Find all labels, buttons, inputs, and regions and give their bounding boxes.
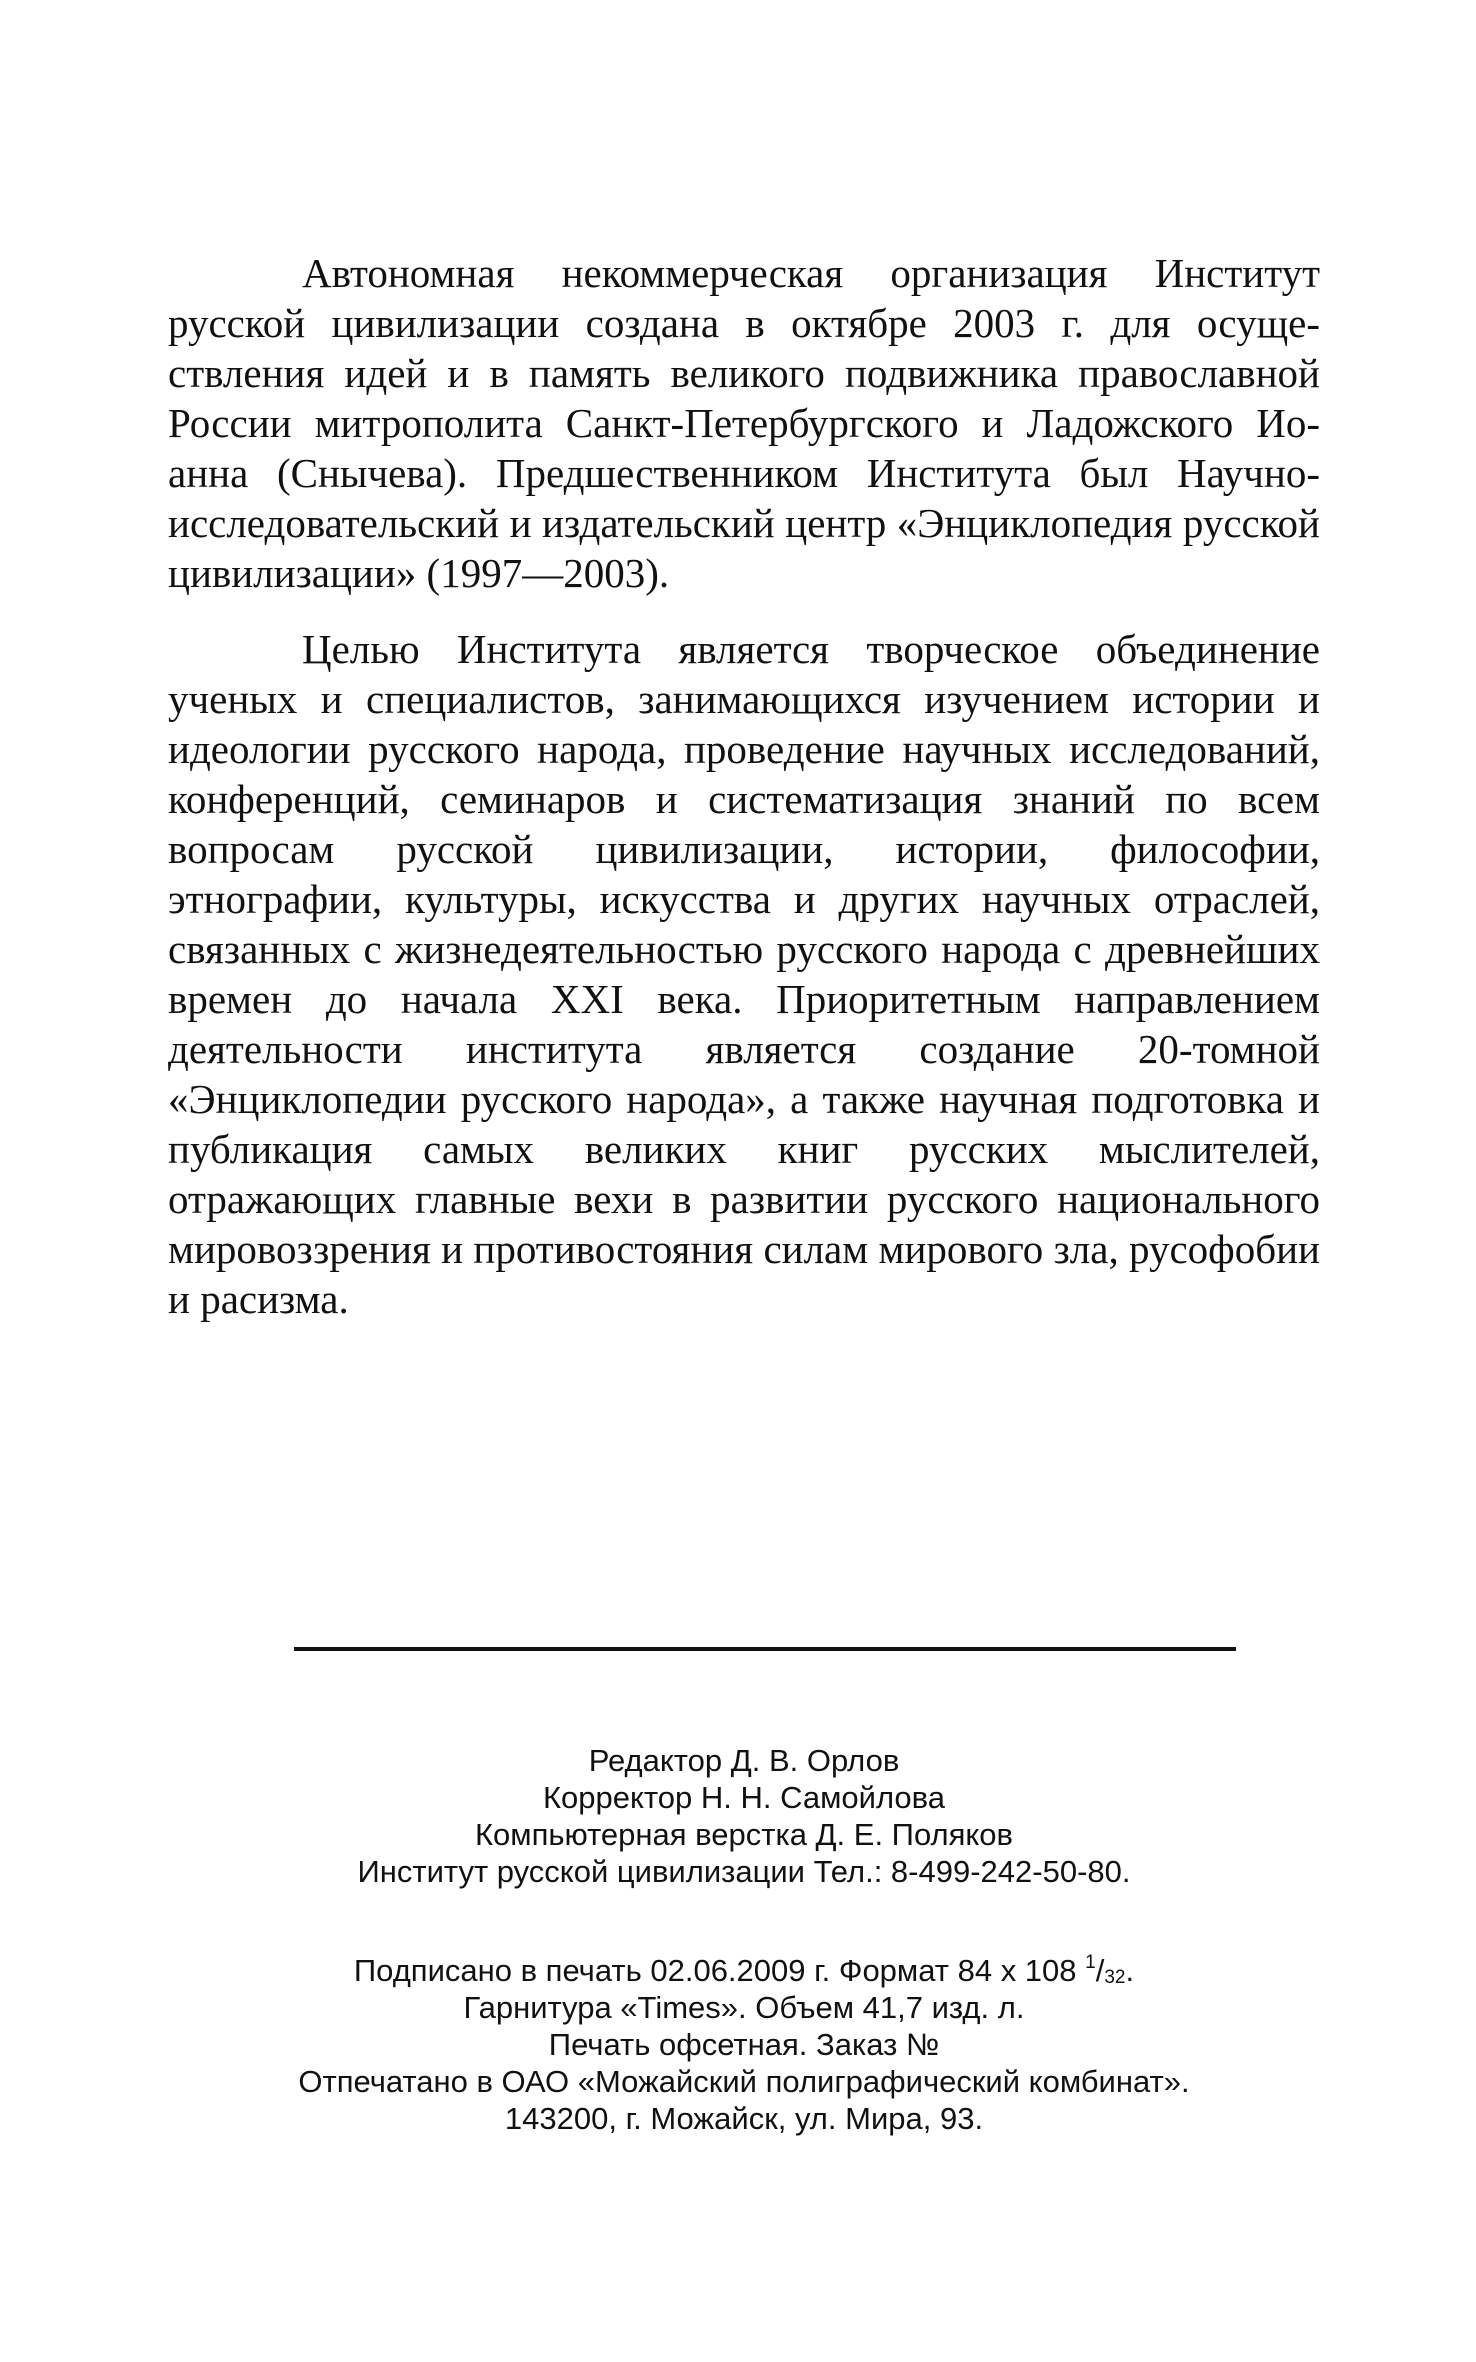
printer-address-line: 143200, г. Можайск, ул. Мира, 93. (504, 2101, 984, 2136)
paragraph-history: Автономная некоммерческая организация Институт русской цивилизации создана в октябре 2003 г. для осуществления идей и в память великого подвижника православной России митрополита Санкт-Петербургского и Ладожского Иоанна (Снычева). Предшественником Института был Научно-исследовательский и издательский центр «Энциклопедия русской цивилизации» (1997—2003). (168, 250, 1320, 596)
typeface-line: Гарнитура «Times». Объем 41,7 изд. л. (463, 1990, 1025, 2025)
paragraph-goals: Целью Института является творческое объединение ученых и специалистов, занимающихся изучением истории и идеологии русского народа, проведение научных исследований, конференций, семинаров и систематизация знаний по всем вопросам русской цивилизации, истории, философии, этнографии, культуры, искусства и других научных отраслей, связанных с жизнедеятельностью русского народа с древнейших времен до начала XXI века. Приоритетным направлением деятельности института является создание 20-томной «Энциклопедии русского народа», а также научная подготовка и публикация самых великих книг русских мыслителей, отражающих главные вехи в развитии русского национального мировоззрения и противостояния силам мирового зла, русофобии и расизма. (168, 626, 1320, 1322)
signed-for-print-text: Подписано в печать 02.06.2009 г. Формат 84 x 108 (353, 1953, 1086, 1988)
printed-at-line: Отпечатано в ОАО «Можайский полиграфический комбинат». (298, 2064, 1190, 2099)
institute-contact: Институт русской цивилизации Тел.: 8-499-242-50-80. (357, 1854, 1131, 1889)
credits-block (168, 1742, 1320, 1890)
print-info-block (168, 1952, 1320, 2137)
editor-credit: Редактор Д. В. Орлов (588, 1743, 900, 1778)
proofreader-credit: Корректор Н. Н. Самойлова (543, 1780, 945, 1815)
section-divider (294, 1647, 1236, 1651)
format-slash: / (1095, 1953, 1105, 1988)
about-institute-text (168, 248, 1320, 1324)
format-numerator: 1 (1085, 1952, 1096, 1973)
signed-for-print-end: . (1125, 1953, 1135, 1988)
signed-for-print-line (168, 1952, 1320, 1989)
layout-credit: Компьютерная верстка Д. Е. Поляков (474, 1817, 1014, 1852)
format-denominator: 32 (1104, 1967, 1126, 1988)
print-type-line: Печать офсетная. Заказ № (548, 2027, 940, 2062)
